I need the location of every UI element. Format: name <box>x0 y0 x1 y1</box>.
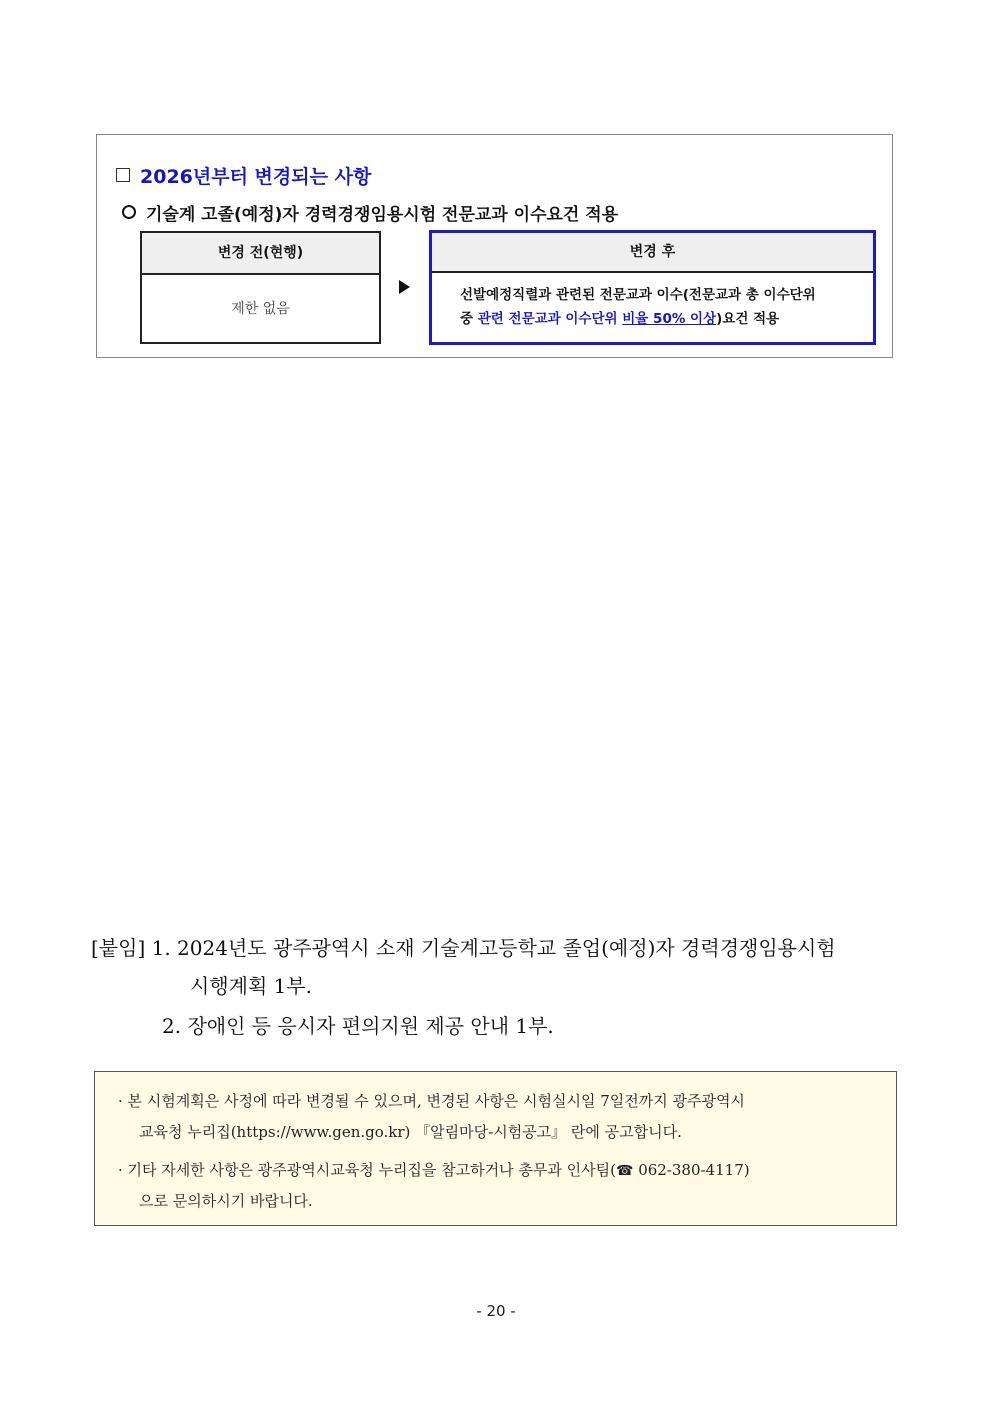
after-change-box <box>429 230 876 345</box>
after-change-line1: 선발예정직렬과 관련된 전문교과 이수(전문교과 총 이수단위 <box>460 287 816 303</box>
notice-item-2-line2: 으로 문의하시기 바랍니다. <box>139 1192 313 1210</box>
phone-icon: ☎ <box>615 1163 634 1179</box>
after-change-line2: 중 관련 전문교과 이수단위 비율 50% 이상)요건 적용 <box>460 311 780 327</box>
arrow-right-icon <box>399 280 410 294</box>
notice-item-1-line2: 교육청 누리집(https://www.gen.go.kr) 『알림마당-시험공고』 란에 공고합니다. <box>139 1123 682 1141</box>
sub-heading: 기술계 고졸(예정)자 경력경쟁임용시험 전문교과 이수요건 적용 <box>122 200 618 225</box>
square-bullet-icon <box>116 168 130 182</box>
section-heading: 2026년부터 변경되는 사항 <box>116 162 371 189</box>
highlight-related-units: 관련 전문교과 이수단위 <box>477 311 623 327</box>
circle-bullet-icon <box>122 205 136 219</box>
notice-item-1-line1: · 본 시험계획은 사정에 따라 변경될 수 있으며, 변경된 사항은 시험실시일 7일전까지 광주광역시 <box>118 1092 745 1110</box>
before-change-value: 제한 없음 <box>231 301 290 317</box>
attachment-1: [붙임] 1. 2024년도 광주광역시 소재 기술계고등학교 졸업(예정)자 경력경쟁임용시험 <box>91 936 836 960</box>
highlight-ratio: 비율 50% 이상 <box>622 311 717 327</box>
after-change-header: 변경 후 <box>432 233 873 273</box>
notice-item-2-line1: · 기타 자세한 사항은 광주광역시교육청 누리집을 참고하거나 총무과 인사팀(☎ 062-380-4117) <box>118 1161 750 1179</box>
attachment-1-continued: 시행계획 1부. <box>190 974 313 998</box>
after-change-value <box>432 273 873 331</box>
attachment-2: 2. 장애인 등 응시자 편의지원 제공 안내 1부. <box>162 1014 554 1038</box>
before-change-header: 변경 전(현행) <box>142 233 379 275</box>
page-number: - 20 - <box>476 1302 516 1320</box>
before-change-box <box>140 231 381 344</box>
